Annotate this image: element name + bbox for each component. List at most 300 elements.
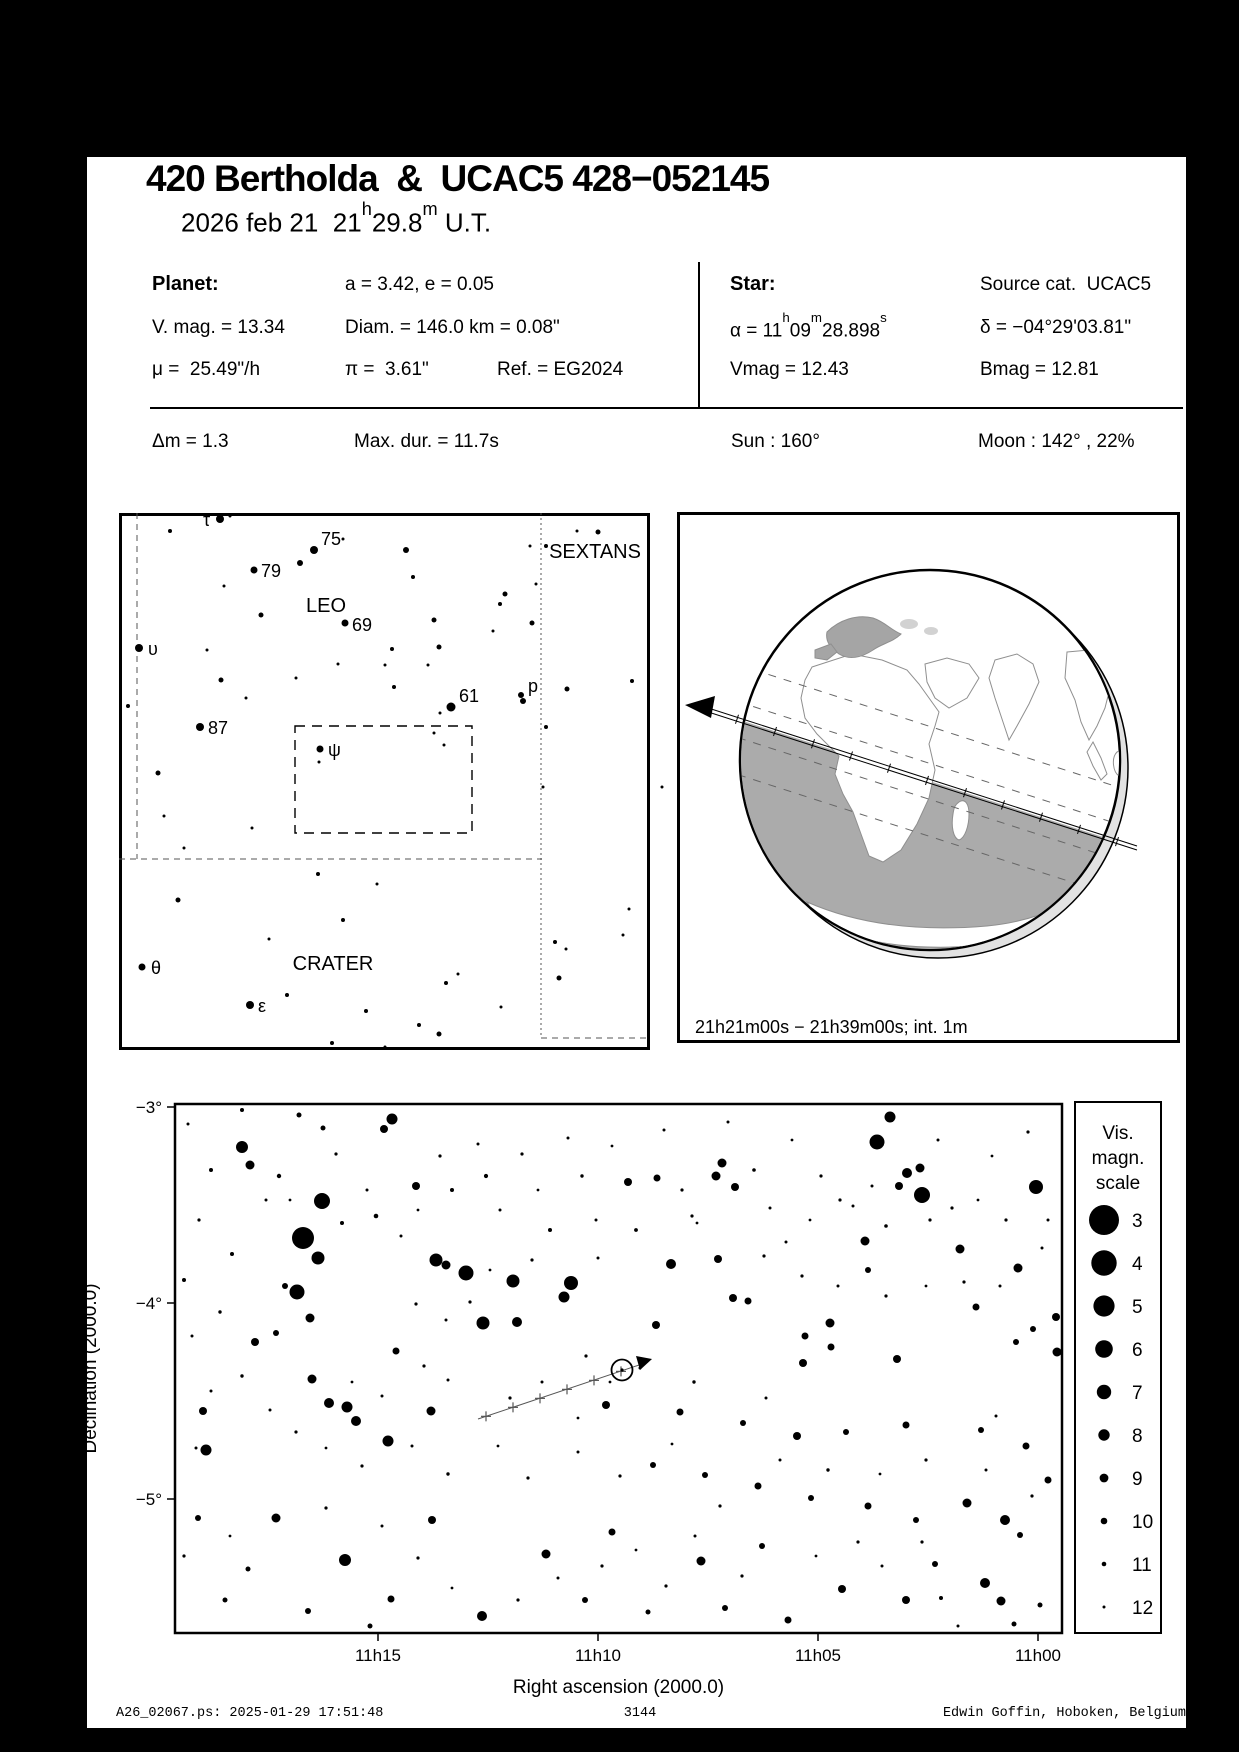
- star-dot: [246, 1161, 255, 1170]
- star-dot: [745, 1298, 752, 1305]
- star-vmag: Vmag = 12.43: [730, 359, 849, 380]
- star-ra: $\alpha = 11^h09^m28.898^s$: [730, 310, 887, 342]
- star-dot: [374, 1214, 379, 1219]
- max-duration: Max. dur. = 11.7s: [354, 431, 499, 452]
- star-dot: [387, 1114, 398, 1125]
- star-dot: [985, 1469, 988, 1472]
- star-dot: [1038, 1603, 1043, 1608]
- star-dot: [417, 1023, 421, 1027]
- star-dot: [624, 1178, 632, 1186]
- star-dot: [499, 1209, 502, 1212]
- orbit-elements: a = 3.42, e = 0.05: [345, 274, 494, 295]
- star-dot: [759, 1543, 765, 1549]
- lake: [924, 627, 938, 635]
- star-dot: [444, 981, 448, 985]
- star-dot: [392, 685, 396, 689]
- legend-magnitude-dot: [1095, 1340, 1113, 1358]
- legend-magnitude-label: 11: [1132, 1555, 1152, 1576]
- star-dot: [269, 1409, 272, 1412]
- y-axis-title: Declination (2000.0): [80, 1283, 101, 1454]
- star-dot: [351, 1381, 354, 1384]
- star-dot: [956, 1245, 965, 1254]
- star-dot: [718, 1504, 721, 1507]
- star-dot: [712, 1172, 721, 1181]
- star-dot: [697, 1557, 706, 1566]
- star-dot: [635, 1549, 638, 1552]
- star-label: 61: [459, 686, 480, 706]
- star-label: τ: [203, 510, 211, 530]
- star-dot: [980, 1578, 990, 1588]
- star-dot: [622, 934, 625, 937]
- star-dot: [324, 1398, 334, 1408]
- globe-caption: 21h21m00s − 21h39m00s; int. 1m: [695, 1017, 968, 1037]
- star-dot: [729, 1294, 737, 1302]
- star-dot: [195, 1515, 201, 1521]
- star-dot: [557, 1577, 560, 1580]
- star-dot: [265, 1199, 268, 1202]
- star-dot: [924, 1458, 927, 1461]
- star-dot: [865, 1503, 872, 1510]
- star-label: 87: [208, 718, 229, 738]
- star-dot: [187, 1123, 190, 1126]
- star-label: 69: [352, 615, 373, 635]
- star-dot: [663, 1129, 666, 1132]
- star-dot: [577, 1451, 580, 1454]
- legend-magnitude-dot: [1098, 1429, 1109, 1440]
- legend-magnitude-label: 5: [1132, 1297, 1143, 1318]
- star-dot: [308, 1375, 317, 1384]
- footer-author: Edwin Goffin, Hoboken, Belgium: [942, 1706, 1186, 1721]
- star-dot: [163, 815, 166, 818]
- star-dot: [497, 1445, 500, 1448]
- star-dot: [341, 918, 345, 922]
- star-dot: [652, 1321, 660, 1329]
- star-dot: [337, 663, 340, 666]
- star-dot: [414, 1302, 417, 1305]
- legend-magnitude-dot: [1093, 1295, 1114, 1316]
- star-dot: [809, 1219, 812, 1222]
- star-dot: [427, 1407, 436, 1416]
- star-dot: [609, 1381, 612, 1384]
- star-dot: [978, 1427, 984, 1433]
- star-dot: [437, 1032, 442, 1037]
- star-dot: [618, 1474, 621, 1477]
- legend-magnitude-dot: [1101, 1518, 1108, 1525]
- star-dot: [963, 1499, 972, 1508]
- star-dot: [246, 1567, 251, 1572]
- star-dot: [196, 723, 204, 731]
- constellation-name: SEXTANS: [549, 541, 641, 563]
- star-dot: [295, 677, 298, 680]
- star-dot: [468, 1300, 471, 1303]
- star-dot: [815, 1555, 818, 1558]
- star-dot: [852, 1205, 855, 1208]
- star-dot: [416, 1556, 419, 1559]
- star-dot: [597, 1257, 600, 1260]
- star-dot: [902, 1168, 912, 1178]
- star-dot: [314, 1193, 330, 1209]
- star-dot: [584, 1354, 587, 1357]
- star-dot: [654, 1175, 661, 1182]
- star-dot: [251, 567, 258, 574]
- star-dot: [324, 1506, 327, 1509]
- star-dot: [437, 645, 442, 650]
- star-dot: [702, 1472, 708, 1478]
- star-dot: [508, 1396, 511, 1399]
- star-dot: [325, 1447, 328, 1450]
- legend-magnitude-label: 6: [1132, 1340, 1143, 1361]
- star-dot: [168, 529, 172, 533]
- star-dot: [565, 948, 568, 951]
- event-datetime: 2026 feb 21 21$^h$29.8$^m$ U.T.: [181, 199, 492, 238]
- star-dot: [999, 1285, 1002, 1288]
- star-dot: [156, 771, 161, 776]
- star-dot: [498, 602, 502, 606]
- star-dot: [411, 1445, 414, 1448]
- star-dot: [216, 515, 224, 523]
- star-dot: [692, 1380, 695, 1383]
- star-dot: [500, 1006, 503, 1009]
- star-dot: [666, 1259, 676, 1269]
- y-tick-label: −3°: [135, 1098, 162, 1117]
- star-label: p: [528, 676, 539, 696]
- star-dot: [819, 1174, 822, 1177]
- legend-magnitude-dot: [1102, 1562, 1107, 1567]
- star-dot: [512, 1317, 522, 1327]
- star-dot: [477, 1611, 487, 1621]
- star-dot: [360, 1464, 363, 1467]
- star-dot: [384, 664, 387, 667]
- star-dot: [383, 1436, 394, 1447]
- star-dot: [285, 993, 289, 997]
- legend-magnitude-label: 12: [1132, 1598, 1154, 1619]
- star-dot: [893, 1355, 901, 1363]
- star-dot: [977, 1199, 980, 1202]
- legend-magnitude-dot: [1089, 1205, 1119, 1235]
- star-section-label: Star:: [730, 273, 776, 295]
- star-dot: [272, 1514, 281, 1523]
- star-dot: [240, 1374, 243, 1377]
- star-dot: [731, 1183, 739, 1191]
- planet-motion: μ = 25.49"/h: [152, 359, 261, 380]
- star-dot: [567, 1137, 570, 1140]
- star-dot: [1000, 1515, 1010, 1525]
- star-dot: [381, 1395, 384, 1398]
- star-dot: [694, 1535, 697, 1538]
- star-dot: [516, 1598, 519, 1601]
- star-dot: [582, 1597, 588, 1603]
- star-dot: [1041, 1247, 1044, 1250]
- globe-svg: [677, 512, 1180, 1043]
- star-dot: [630, 679, 634, 683]
- legend-magnitude-dot: [1097, 1385, 1111, 1399]
- star-dot: [430, 1254, 443, 1267]
- star-dot: [432, 618, 437, 623]
- star-dot: [838, 1198, 841, 1201]
- star-dot: [609, 1529, 616, 1536]
- star-dot: [881, 1565, 884, 1568]
- star-dot: [884, 1224, 888, 1228]
- star-dot: [718, 1159, 727, 1168]
- star-dot: [902, 1596, 910, 1604]
- star-dot: [393, 1348, 400, 1355]
- star-dot: [973, 1304, 980, 1311]
- finder-border: [175, 1104, 1062, 1633]
- star-dot: [268, 938, 271, 941]
- star-dot: [544, 544, 548, 548]
- star-dot: [680, 1188, 683, 1191]
- star-dot: [577, 1417, 580, 1420]
- star-dot: [297, 1113, 302, 1118]
- star-dot: [182, 1554, 185, 1557]
- star-dot: [289, 1199, 292, 1202]
- star-dot: [340, 1221, 344, 1225]
- star-dot: [445, 1319, 448, 1322]
- star-dot: [380, 1125, 388, 1133]
- star-dot: [937, 1139, 940, 1142]
- legend-title-line: scale: [1095, 1173, 1141, 1194]
- star-dot: [451, 1587, 454, 1590]
- star-dot: [957, 1625, 960, 1628]
- star-dot: [950, 1206, 953, 1209]
- star-dot: [785, 1241, 788, 1244]
- star-dot: [428, 1516, 436, 1524]
- planet-diameter: Diam. = 146.0 km = 0.08": [345, 317, 560, 338]
- star-dot: [779, 1459, 782, 1462]
- star-dot: [447, 1379, 450, 1382]
- star-dot: [240, 1108, 244, 1112]
- star-dot: [459, 1266, 474, 1281]
- orbit-reference: Ref. = EG2024: [497, 359, 624, 380]
- star-dot: [334, 1152, 337, 1155]
- star-dot: [871, 1185, 874, 1188]
- star-dot: [914, 1187, 930, 1203]
- star-dot: [791, 1139, 794, 1142]
- star-dot: [318, 761, 321, 764]
- x-tick-label: 11h00: [1014, 1646, 1062, 1665]
- star-dot: [503, 592, 508, 597]
- star-dot: [218, 1310, 221, 1313]
- star-dot: [427, 664, 430, 667]
- star-dot: [273, 1330, 279, 1336]
- star-dot: [542, 1550, 551, 1559]
- star-dot: [277, 1174, 281, 1178]
- star-label: 79: [261, 561, 282, 581]
- star-dot: [390, 647, 394, 651]
- star-dot: [417, 1209, 420, 1212]
- planet-parallax: π = 3.61": [345, 359, 429, 380]
- star-dot: [769, 1207, 772, 1210]
- star-dot: [1029, 1180, 1043, 1194]
- star-dot: [342, 620, 349, 627]
- star-dot: [646, 1610, 651, 1615]
- star-dot: [595, 1219, 598, 1222]
- star-dot: [290, 1285, 305, 1300]
- star-dot: [518, 692, 524, 698]
- star-dot: [520, 1152, 523, 1155]
- legend-magnitude-dot: [1103, 1606, 1106, 1609]
- star-dot: [861, 1237, 870, 1246]
- star-dot: [236, 1141, 248, 1153]
- star-dot: [1045, 1477, 1052, 1484]
- star-dot: [664, 1584, 667, 1587]
- star-dot: [384, 1046, 387, 1049]
- star-dot: [1012, 1622, 1017, 1627]
- star-dot: [230, 1252, 234, 1256]
- star-dot: [634, 1228, 638, 1232]
- star-dot: [245, 697, 248, 700]
- star-dot: [403, 547, 409, 553]
- star-dot: [411, 575, 415, 579]
- magnitude-legend-svg: [1074, 1101, 1162, 1634]
- y-tick-label: −5°: [135, 1490, 162, 1509]
- star-dot: [548, 1228, 552, 1232]
- star-dot: [826, 1468, 829, 1471]
- star-dot: [1052, 1313, 1060, 1321]
- star-bmag: Bmag = 12.81: [980, 359, 1099, 380]
- star-dot: [197, 1218, 200, 1221]
- x-tick-label: 11h05: [794, 1646, 842, 1665]
- horizontal-rule: [150, 407, 1183, 409]
- star-dot: [316, 872, 320, 876]
- legend-magnitude-label: 9: [1132, 1469, 1143, 1490]
- star-dot: [991, 1155, 994, 1158]
- star-label: θ: [151, 958, 162, 978]
- star-dot: [916, 1164, 925, 1173]
- star-dot: [439, 712, 442, 715]
- star-dot: [306, 1314, 315, 1323]
- star-dot: [223, 1598, 228, 1603]
- star-dot: [376, 883, 379, 886]
- star-dot: [484, 1174, 488, 1178]
- source-catalog: Source cat. UCAC5: [980, 274, 1152, 295]
- star-label: ε: [258, 996, 267, 1016]
- star-dot: [246, 1001, 254, 1009]
- star-dot: [368, 1624, 373, 1629]
- star-dot: [920, 1540, 923, 1543]
- star-dot: [677, 1409, 684, 1416]
- star-dot: [520, 698, 526, 704]
- star-dot: [576, 530, 579, 533]
- star-dot: [530, 1258, 533, 1261]
- star-dot: [740, 1574, 743, 1577]
- star-dot: [838, 1585, 846, 1593]
- star-label: υ: [148, 639, 158, 659]
- star-dot: [557, 976, 562, 981]
- star-dot: [530, 621, 535, 626]
- x-tick-label: 11h15: [354, 1646, 402, 1665]
- star-dot: [884, 1294, 887, 1297]
- star-dot: [183, 847, 186, 850]
- magnitude-drop: Δm = 1.3: [152, 431, 229, 452]
- star-dot: [856, 1540, 859, 1543]
- star-dot: [762, 1254, 765, 1257]
- star-dot: [1013, 1339, 1019, 1345]
- finder-field-outline: [295, 726, 472, 833]
- star-dot: [995, 1415, 998, 1418]
- star-dot: [939, 1596, 943, 1600]
- legend-magnitude-label: 4: [1132, 1254, 1143, 1275]
- star-dot: [251, 1338, 259, 1346]
- star-dot: [928, 1218, 931, 1221]
- star-dot: [650, 1462, 656, 1468]
- star-map-svg: [119, 510, 650, 1050]
- moon-elongation: Moon : 142° , 22%: [978, 431, 1135, 452]
- star-dot: [537, 1189, 540, 1192]
- star-dot: [388, 1596, 395, 1603]
- star-dot: [342, 538, 345, 541]
- star-dot: [542, 786, 545, 789]
- star-dot: [785, 1617, 792, 1624]
- planet-vmag: V. mag. = 13.34: [152, 317, 285, 338]
- star-dot: [199, 1407, 207, 1415]
- star-dot: [191, 1335, 194, 1338]
- star-dot: [442, 1261, 451, 1270]
- star-dot: [535, 583, 538, 586]
- star-dot: [740, 1420, 746, 1426]
- star-dot: [932, 1561, 938, 1567]
- star-dot: [793, 1432, 801, 1440]
- star-dot: [564, 1276, 578, 1290]
- star-dot: [553, 940, 557, 944]
- star-dot: [1004, 1218, 1007, 1221]
- star-dot: [800, 1274, 803, 1277]
- star-dot: [1053, 1348, 1062, 1357]
- star-dot: [696, 1222, 699, 1225]
- legend-magnitude-label: 8: [1132, 1426, 1143, 1447]
- legend-title-line: magn.: [1091, 1148, 1145, 1169]
- target-star-dot: [620, 1368, 623, 1371]
- star-dot: [752, 1168, 756, 1172]
- star-dot: [580, 1174, 583, 1177]
- star-label: 75: [321, 529, 342, 549]
- star-dot: [209, 1168, 213, 1172]
- star-dot: [879, 1473, 882, 1476]
- legend-magnitude-label: 3: [1132, 1211, 1143, 1232]
- star-dot: [457, 973, 460, 976]
- x-tick-label: 11h10: [574, 1646, 622, 1665]
- star-dot: [541, 1381, 544, 1384]
- star-dot: [997, 1597, 1006, 1606]
- star-dot: [661, 786, 664, 789]
- star-dot: [903, 1422, 910, 1429]
- legend-magnitude-label: 7: [1132, 1383, 1143, 1404]
- star-dot: [526, 1476, 529, 1479]
- star-dot: [765, 1397, 768, 1400]
- star-dot: [1047, 1219, 1050, 1222]
- star-dot: [865, 1267, 871, 1273]
- star-dot: [201, 1445, 212, 1456]
- star-dot: [755, 1483, 762, 1490]
- footer-page-number: 3144: [623, 1706, 657, 1721]
- star-dot: [714, 1255, 722, 1263]
- legend-magnitude-dot: [1091, 1250, 1116, 1275]
- star-dot: [321, 1126, 326, 1131]
- star-dot: [450, 1188, 454, 1192]
- star-dot: [596, 530, 601, 535]
- star-dot: [1030, 1326, 1036, 1332]
- star-dot: [962, 1280, 965, 1283]
- star-dot: [310, 546, 318, 554]
- star-dot: [126, 704, 130, 708]
- star-dot: [317, 746, 324, 753]
- star-dot: [529, 545, 532, 548]
- y-tick-label: −4°: [135, 1294, 162, 1313]
- star-dot: [412, 1182, 420, 1190]
- star-dot: [895, 1182, 903, 1190]
- star-dot: [628, 908, 631, 911]
- star-dot: [176, 898, 181, 903]
